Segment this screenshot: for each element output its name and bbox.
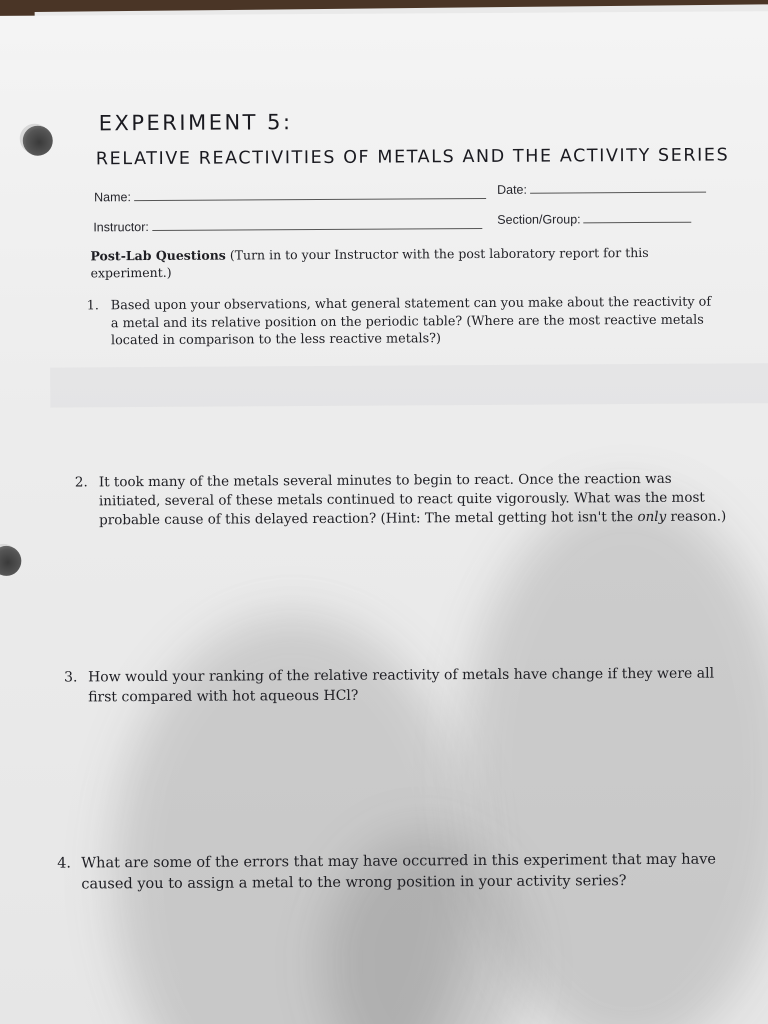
experiment-title-heading: RELATIVE REACTIVITIES OF METALS AND THE ACTIVITY SERIES [95,145,730,170]
experiment-number-heading: EXPERIMENT 5: [98,110,293,136]
question-text: What are some of the errors that may have occurred in this experiment that may have caused you to assign a metal to the wrong position in your activity series? [81,851,717,893]
question-text: Based upon your observations, what general statement can you make about the reactivity of a metal and its relative position on the periodic table? (Where are the most reactive metals located in comparison to the less reactive metals?) [110,294,712,349]
question-number: 1. [86,298,100,314]
worksheet-page [0,11,768,1024]
section-label: Section/Group: [497,212,581,227]
question-emphasis: only [637,508,667,526]
question-number: 4. [57,855,72,872]
question-number: 3. [63,669,78,686]
date-label: Date: [497,182,528,197]
post-lab-heading: Post-Lab Questions [90,247,226,264]
name-label: Name: [94,190,131,205]
post-lab-note: (Turn in to your Instructor with the post laboratory report for this experiment.) [90,244,649,281]
instructor-field [93,218,482,234]
question-text-part: reason.) [666,508,727,525]
date-blank[interactable] [530,191,706,194]
question-text-part: It took many of the metals several minutes to begin to react. Once the reaction was initiated, several of these metals continued to react quite vigorously. What was the most probable cause of this delayed reaction? (Hint: The metal getting hot isn't the [98,470,705,529]
instructor-blank[interactable] [152,227,482,231]
date-field [497,182,706,197]
question-number: 2. [74,474,88,491]
question-text: How would your ranking of the relative reactivity of metals have change if they were all first compared with hot aqueous HCl? [87,665,715,706]
section-blank[interactable] [584,221,692,224]
name-blank[interactable] [134,197,486,201]
question-1 [86,293,727,349]
worksheet-content [0,11,768,1024]
name-field [94,188,486,204]
question-3 [63,663,744,706]
instructor-label: Instructor: [93,220,149,235]
question-text [99,469,729,530]
section-field [497,212,691,227]
question-4 [57,849,757,893]
question-2 [74,469,735,529]
post-lab-instructions [90,244,650,281]
